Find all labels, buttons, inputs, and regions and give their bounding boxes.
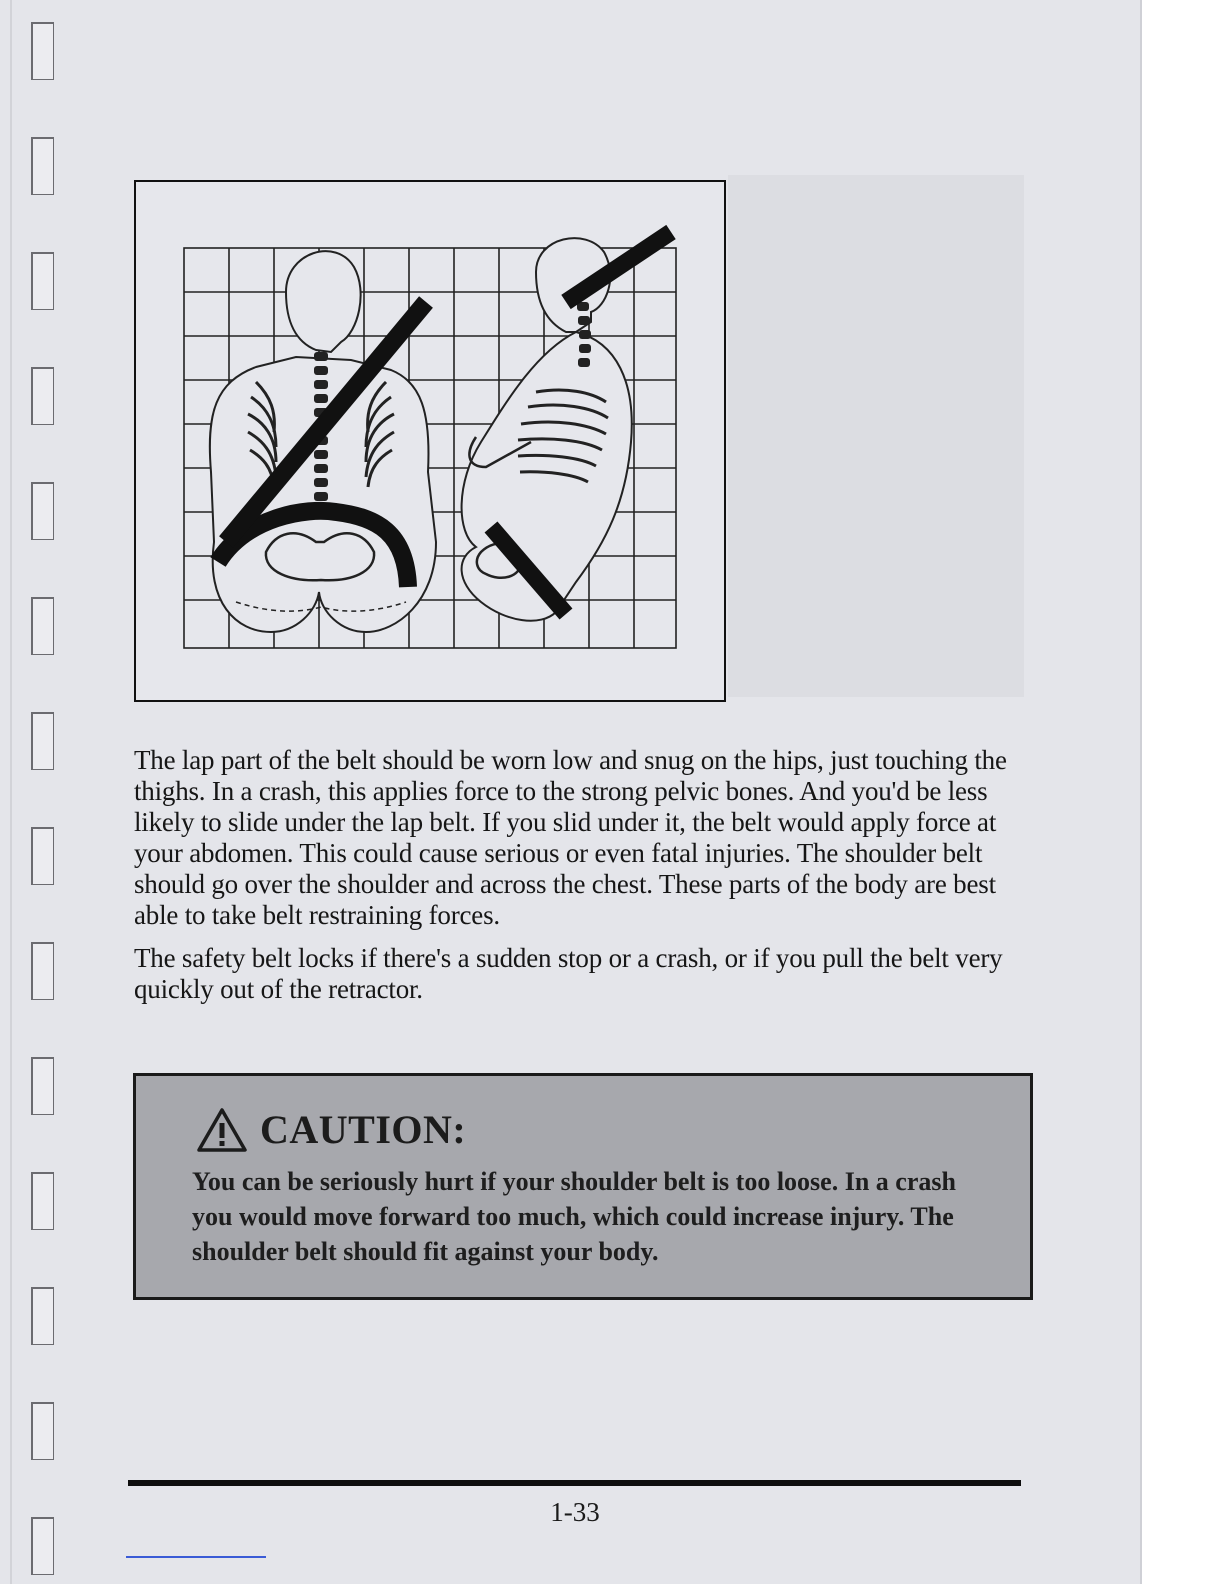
binding-edge bbox=[10, 0, 12, 1584]
caution-box bbox=[133, 1073, 1033, 1300]
binder-hole bbox=[31, 482, 54, 540]
binder-hole bbox=[31, 597, 54, 655]
caution-text: You can be seriously hurt if your shoulder belt is too loose. In a crash you would move forward too much, which could increase injury. The shoulder belt should fit against your body. bbox=[192, 1167, 956, 1266]
binder-hole bbox=[31, 22, 54, 80]
underline-mark bbox=[126, 1556, 266, 1558]
binder-hole bbox=[31, 137, 54, 195]
seat-belt-figure bbox=[134, 180, 726, 702]
binder-hole bbox=[31, 942, 54, 1000]
show-through-shadow bbox=[728, 175, 1024, 697]
caution-header bbox=[196, 1106, 466, 1153]
binder-hole bbox=[31, 367, 54, 425]
body-text bbox=[134, 745, 1024, 1017]
footer-rule bbox=[128, 1480, 1021, 1486]
binder-hole bbox=[31, 1287, 54, 1345]
binder-hole bbox=[31, 1402, 54, 1460]
paragraph-lap-belt: The lap part of the belt should be worn low and snug on the hips, just touching the thighs. In a crash, this applies force to the strong pelvic bones. And you'd be less likely to slide under the lap belt. If you slid under it, the belt would apply force at your abdomen. This could cause serious or even fatal injuries. The shoulder belt should go over the shoulder and across the chest. These parts of the body are best able to take belt restraining forces. bbox=[134, 745, 1007, 930]
binder-hole bbox=[31, 827, 54, 885]
paragraph-belt-locks: The safety belt locks if there's a sudden stop or a crash, or if you pull the belt very quickly out of the retractor. bbox=[134, 943, 1003, 1004]
binder-hole bbox=[31, 252, 54, 310]
side-view-skeleton bbox=[462, 232, 671, 621]
skeleton-seat-belt-illustration bbox=[136, 182, 724, 700]
binder-hole bbox=[31, 1057, 54, 1115]
caution-title: CAUTION: bbox=[260, 1107, 467, 1152]
binder-hole bbox=[31, 1517, 54, 1575]
warning-triangle-icon bbox=[196, 1107, 248, 1153]
binder-hole bbox=[31, 1172, 54, 1230]
binder-hole bbox=[31, 712, 54, 770]
page-number: 1-33 bbox=[550, 1497, 600, 1527]
front-view-skeleton bbox=[210, 251, 436, 632]
